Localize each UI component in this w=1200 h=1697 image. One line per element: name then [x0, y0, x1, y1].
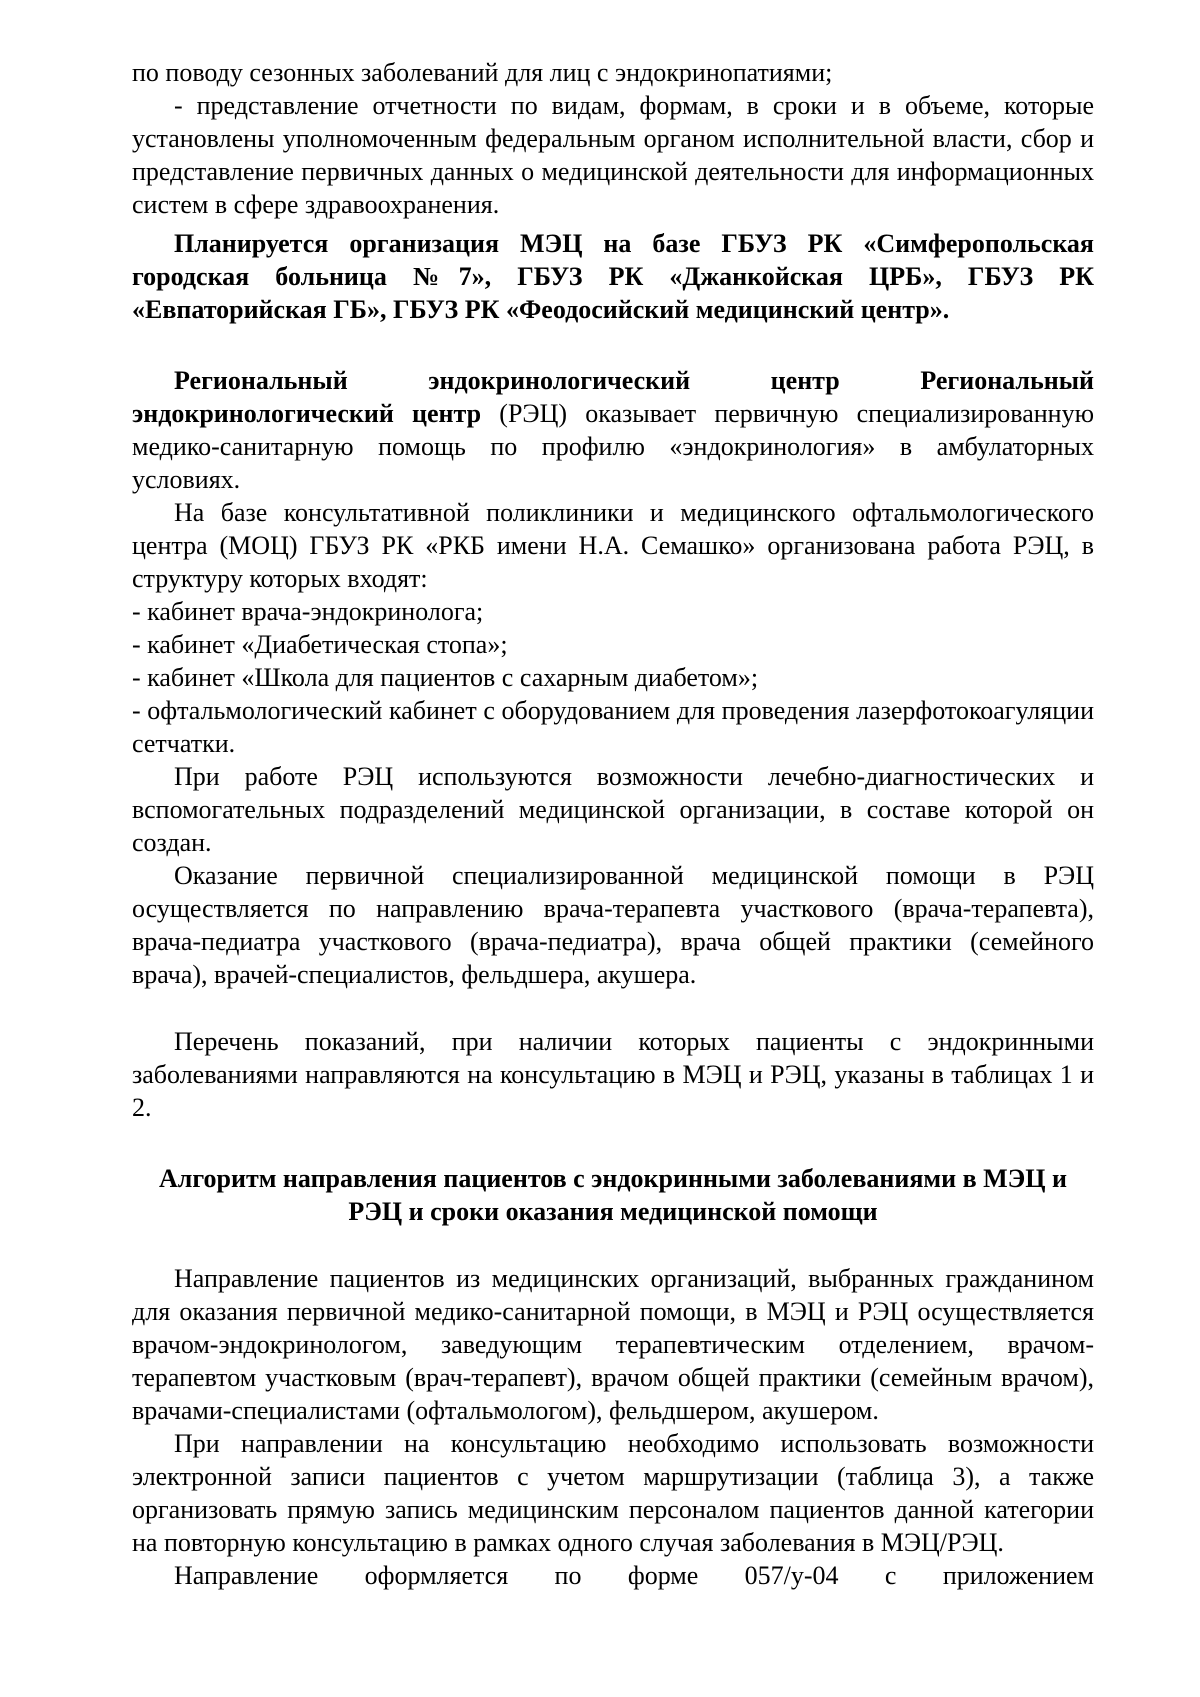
section-heading: Алгоритм направления пациентов с эндокринными заболеваниями в МЭЦ и РЭЦ и сроки оказания медицинской помощи: [158, 1164, 1067, 1226]
paragraph-referral-primary: Оказание первичной специализированной медицинской помощи в РЭЦ осуществляется по направлению врача-терапевта участкового (врача-терапевта), врача-педиатра участкового (врача-педиатра), врача общей практики (семейного врача), врачей-специалистов, фельдшера, акушера.: [132, 861, 1094, 989]
list-item: - кабинет врача-эндокринолога;: [132, 597, 484, 626]
paragraph-form: Направление оформляется по форме 057/у-04 с приложением: [174, 1561, 1094, 1590]
paragraph-rec-intro: [132, 364, 1094, 496]
paragraph-electronic-booking: При направлении на консультацию необходимо использовать возможности электронной записи пациентов с учетом маршрутизации (таблица 3), а также организовать прямую запись медицинским персоналом пациентов данной категории на повторную консультацию в рамках одного случая заболевания в МЭЦ/РЭЦ.: [132, 1429, 1094, 1557]
paragraph-base: На базе консультативной поликлиники и медицинского офтальмологического центра (МОЦ) ГБУЗ РК «РКБ имени Н.А. Семашко» организована работа РЭЦ, в структуру которых входят:: [132, 498, 1094, 593]
list-item: - кабинет «Школа для пациентов с сахарным диабетом»;: [132, 663, 759, 692]
paragraph-indications: Перечень показаний, при наличии которых пациенты с эндокринными заболеваниями направляются на консультацию в МЭЦ и РЭЦ, указаны в таблицах 1 и 2.: [132, 1027, 1094, 1122]
paragraph-planned-mec: Планируется организация МЭЦ на базе ГБУЗ РК «Симферопольская городская больница №7», ГБУЗ РК «Джанкойская ЦРБ», ГБУЗ РК «Евпаторийская ГБ», ГБУЗ РК «Феодосийский медицинский центр».: [132, 229, 1094, 324]
paragraph-direction: Направление пациентов из медицинских организаций, выбранных гражданином для оказания первичной медико-санитарной помощи, в МЭЦ и РЭЦ осуществляется врачом-эндокринологом, заведующим терапевтическим отделением, врачом-терапевтом участковым (врач-терапевт), врачом общей практики (семейным врачом), врачами-специалистами (офтальмологом), фельдшером, акушером.: [132, 1264, 1094, 1425]
rec-heading-bold: Региональный эндокринологический центр Региональный эндокринологический центр: [132, 366, 1094, 428]
paragraph-continuation: по поводу сезонных заболеваний для лиц с эндокринопатиями;: [132, 58, 833, 87]
list-item: - кабинет «Диабетическая стопа»;: [132, 630, 508, 659]
paragraph-reporting: - представление отчетности по видам, формам, в сроки и в объеме, которые установлены уполномоченным федеральным органом исполнительной власти, сбор и представление первичных данных о медицинской деятельности для информационных систем в сфере здравоохранения.: [132, 91, 1094, 219]
document-page: [132, 56, 1094, 1592]
list-item: - офтальмологический кабинет с оборудованием для проведения лазерфотокоагуляции сетчатки.: [132, 696, 1094, 758]
paragraph-capabilities: При работе РЭЦ используются возможности лечебно-диагностических и вспомогательных подразделений медицинской организации, в составе которой он создан.: [132, 762, 1094, 857]
rec-heading-rest: (РЭЦ) оказывает первичную специализированную медико-санитарную помощь по профилю «эндокринология» в амбулаторных условиях.: [132, 399, 1094, 494]
